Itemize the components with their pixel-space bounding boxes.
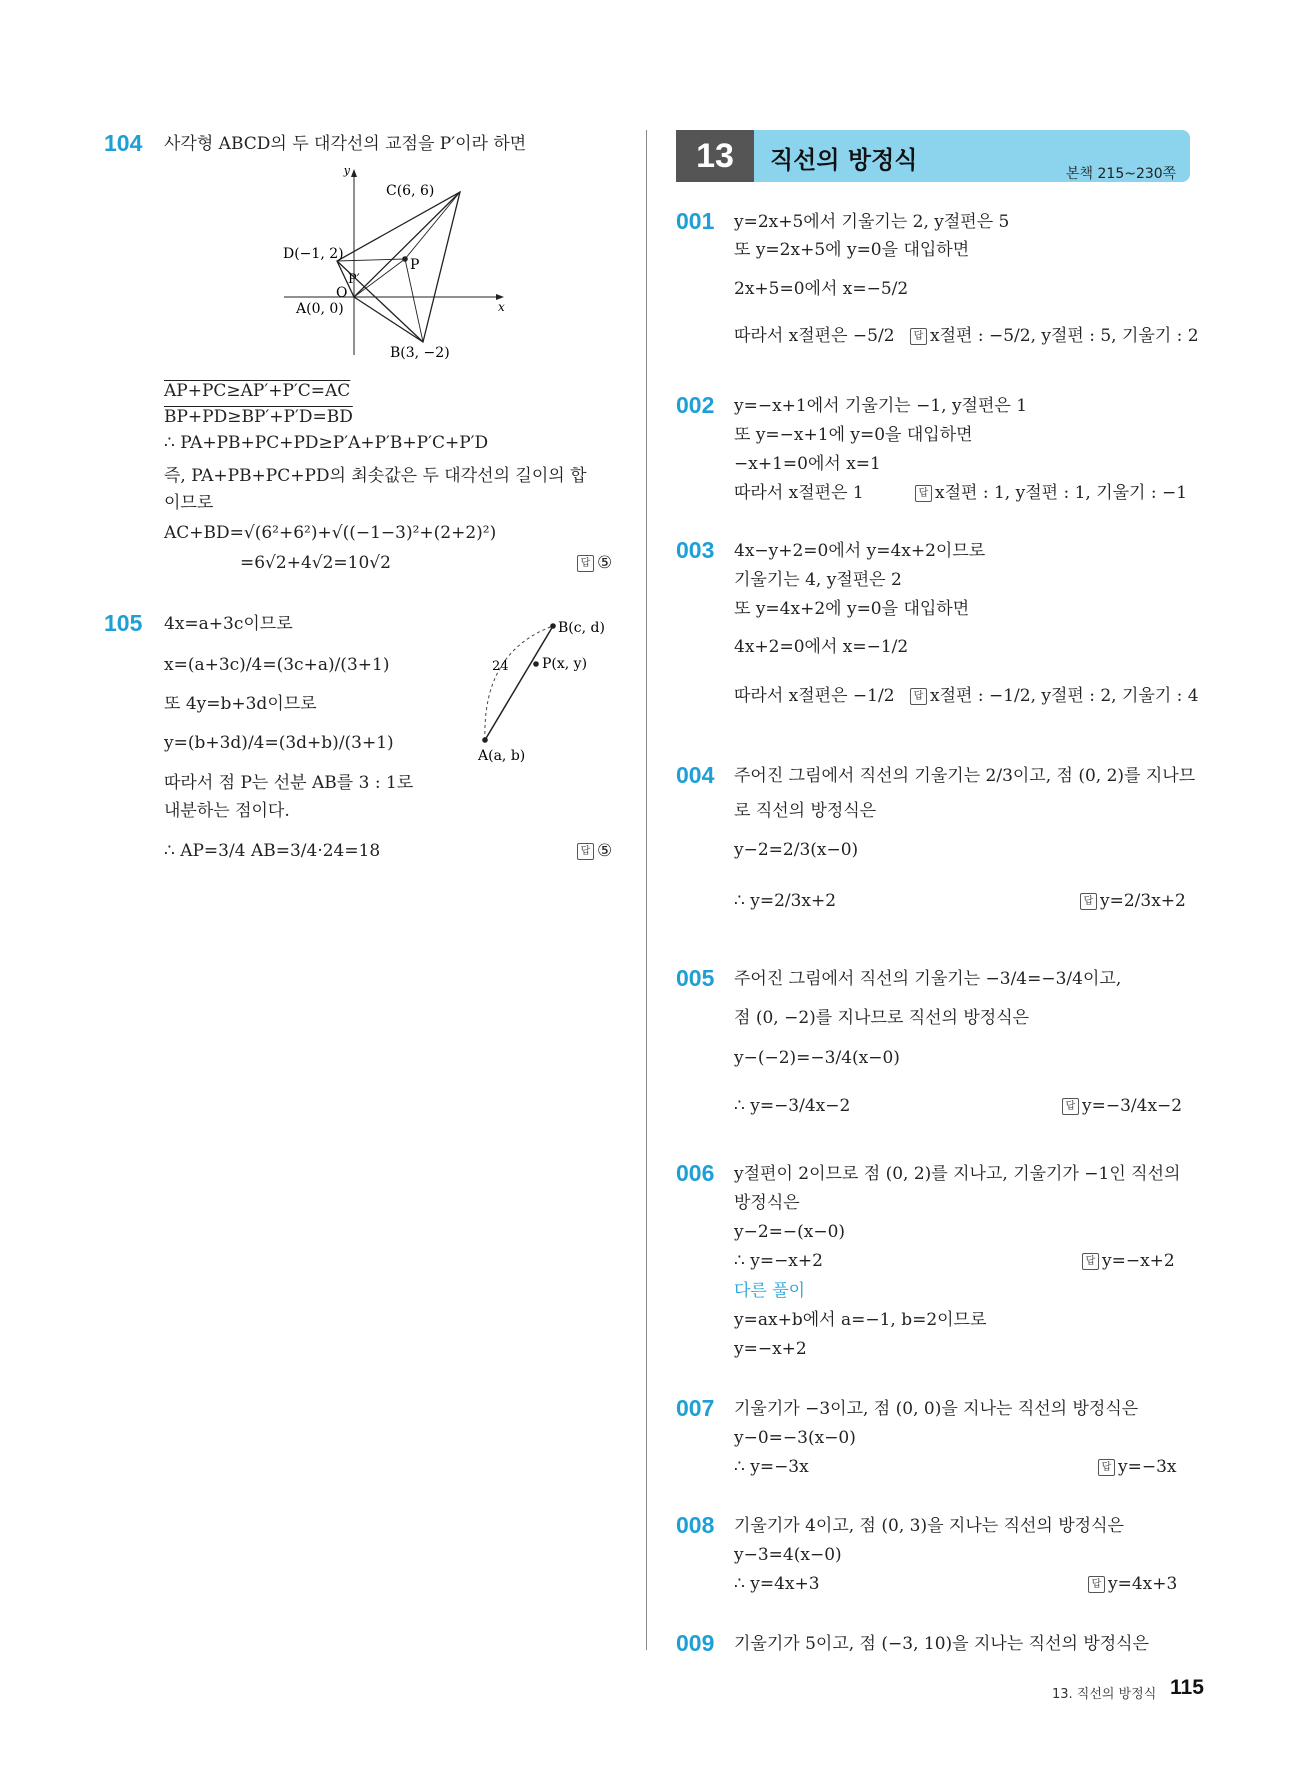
chapter-title: 직선의 방정식 <box>770 146 918 174</box>
y-label: y <box>343 165 350 177</box>
p007-answer: 답 y=−3x <box>1098 1456 1177 1478</box>
p008-line-0: 기울기가 4이고, 점 (0, 3)을 지나는 직선의 방정식은 <box>734 1516 1124 1536</box>
p004-line-3: ∴ y=2/3x+2 <box>734 891 837 911</box>
label-b: B(c, d) <box>558 620 605 636</box>
problem-number-004: 004 <box>676 762 715 788</box>
segment-pd <box>337 259 405 261</box>
p005-answer: 답 y=−3/4x−2 <box>1062 1095 1182 1117</box>
answer-icon: 답 <box>915 485 932 502</box>
p006-line-3: ∴ y=−x+2 <box>734 1251 823 1271</box>
chapter-badge: 13 <box>676 130 754 182</box>
p105-line-4: 따라서 점 P는 선분 AB를 3 : 1로 <box>164 773 414 793</box>
p005-line-1: 점 (0, −2)를 지나므로 직선의 방정식은 <box>734 1008 1030 1028</box>
p105-line-0: 4x=a+3c이므로 <box>164 614 293 634</box>
p105-line-2: 또 4y=b+3d이므로 <box>164 694 317 714</box>
label-p-prime: P′ <box>348 272 360 287</box>
answer-icon: 답 <box>910 328 927 345</box>
p003-line-3: 4x+2=0에서 x=−1/2 <box>734 637 909 657</box>
p002-line-3: 따라서 x절편은 1 <box>734 483 864 503</box>
label-length: 24 <box>492 659 509 674</box>
p001-line-0: y=2x+5에서 기울기는 2, y절편은 5 <box>734 212 1010 232</box>
chapter-ref: 본책 215~230쪽 <box>1066 166 1177 182</box>
label-o: O <box>336 285 348 301</box>
p003-answer: 답 x절편 : −1/2, y절편 : 2, 기울기 : 4 <box>910 685 1199 707</box>
p008-line-2: ∴ y=4x+3 <box>734 1574 820 1594</box>
segment-ab <box>485 626 553 740</box>
p006-line-0: y절편이 2이므로 점 (0, 2)를 지나고, 기울기가 −1인 직선의 <box>734 1164 1181 1184</box>
problem-number-005: 005 <box>676 965 715 991</box>
p104-line-0: 사각형 ABCD의 두 대각선의 교점을 P′이라 하면 <box>164 134 527 154</box>
label-p: P <box>410 257 420 273</box>
p006-line-6: y=−x+2 <box>734 1339 807 1359</box>
p104-line-2: BP+PD≥BP′+P′D=BD <box>164 407 353 427</box>
problem-number-105: 105 <box>104 610 143 636</box>
diagonal-ac <box>354 192 460 297</box>
answer-icon: 답 <box>1098 1459 1115 1476</box>
p008-answer: 답 y=4x+3 <box>1088 1573 1177 1595</box>
point-p <box>402 256 408 262</box>
point-a <box>482 737 488 743</box>
problem-number-008: 008 <box>676 1512 715 1538</box>
p005-line-3: ∴ y=−3/4x−2 <box>734 1096 851 1116</box>
p003-line-2: 또 y=4x+2에 y=0을 대입하면 <box>734 599 970 619</box>
label-c: C(6, 6) <box>386 183 435 199</box>
p104-line-7: =6√2+4√2=10√2 <box>240 553 391 573</box>
p001-line-3: 따라서 x절편은 −5/2 <box>734 326 895 346</box>
p002-line-0: y=−x+1에서 기울기는 −1, y절편은 1 <box>734 396 1028 416</box>
y-axis-arrow-icon <box>351 169 357 177</box>
point-b <box>550 623 556 629</box>
p004-answer: 답 y=2/3x+2 <box>1080 890 1186 912</box>
p006-alt-solution-label: 다른 풀이 <box>734 1281 806 1301</box>
p105-figure <box>470 612 630 767</box>
p104-line-3: ∴ PA+PB+PC+PD≥P′A+P′B+P′C+P′D <box>164 433 489 453</box>
p004-line-0: 주어진 그림에서 직선의 기울기는 2/3이고, 점 (0, 2)를 지나므 <box>734 766 1196 786</box>
p008-line-1: y−3=4(x−0) <box>734 1545 842 1565</box>
p001-answer: 답 x절편 : −5/2, y절편 : 5, 기울기 : 2 <box>910 325 1199 347</box>
problem-number-104: 104 <box>104 130 143 156</box>
p104-line-6: AC+BD=√(6²+6²)+√((−1−3)²+(2+2)²) <box>164 523 497 543</box>
answer-icon: 답 <box>1062 1098 1079 1115</box>
p007-line-0: 기울기가 −3이고, 점 (0, 0)을 지나는 직선의 방정식은 <box>734 1399 1139 1419</box>
p006-answer: 답 y=−x+2 <box>1082 1250 1175 1272</box>
label-p: P(x, y) <box>542 656 588 672</box>
label-d: D(−1, 2) <box>283 246 344 262</box>
p006-line-1: 방정식은 <box>734 1193 800 1213</box>
p105-line-5: 내분하는 점이다. <box>164 801 290 821</box>
p002-answer: 답 x절편 : 1, y절편 : 1, 기울기 : −1 <box>915 482 1187 504</box>
p005-line-2: y−(−2)=−3/4(x−0) <box>734 1048 900 1068</box>
p001-line-2: 2x+5=0에서 x=−5/2 <box>734 279 909 299</box>
problem-number-003: 003 <box>676 537 715 563</box>
label-b: B(3, −2) <box>390 345 450 360</box>
label-a: A(a, b) <box>478 748 526 764</box>
p002-line-2: −x+1=0에서 x=1 <box>734 454 881 474</box>
answer-icon: 답 <box>577 843 594 860</box>
problem-number-009: 009 <box>676 1630 715 1656</box>
answer-icon: 답 <box>577 555 594 572</box>
p001-line-1: 또 y=2x+5에 y=0을 대입하면 <box>734 240 970 260</box>
p007-line-2: ∴ y=−3x <box>734 1457 809 1477</box>
p104-line-4: 즉, PA+PB+PC+PD의 최솟값은 두 대각선의 길이의 합 <box>164 466 587 486</box>
p104-answer: 답 ⑤ <box>577 552 612 574</box>
page-number: 115 <box>1170 1676 1204 1699</box>
p004-line-2: y−2=2/3(x−0) <box>734 840 859 860</box>
p003-line-4: 따라서 x절편은 −1/2 <box>734 686 895 706</box>
answer-icon: 답 <box>1080 893 1097 910</box>
p006-line-5: y=ax+b에서 a=−1, b=2이므로 <box>734 1310 987 1330</box>
problem-number-002: 002 <box>676 392 715 418</box>
column-divider <box>646 130 647 1650</box>
p007-line-1: y−0=−3(x−0) <box>734 1428 856 1448</box>
p105-line-1: x=(a+3c)/4=(3c+a)/(3+1) <box>164 655 390 675</box>
problem-number-006: 006 <box>676 1160 715 1186</box>
label-a: A(0, 0) <box>296 301 344 317</box>
p004-line-1: 로 직선의 방정식은 <box>734 801 877 821</box>
p005-line-0: 주어진 그림에서 직선의 기울기는 −3/4=−3/4이고, <box>734 969 1122 989</box>
p009-line-0: 기울기가 5이고, 점 (−3, 10)을 지나는 직선의 방정식은 <box>734 1634 1150 1654</box>
footer-chapter-label: 13. 직선의 방정식 <box>1052 1687 1157 1702</box>
problem-number-001: 001 <box>676 208 715 234</box>
p002-line-1: 또 y=−x+1에 y=0을 대입하면 <box>734 425 973 445</box>
answer-icon: 답 <box>910 688 927 705</box>
p104-line-5: 이므로 <box>164 493 214 513</box>
p003-line-0: 4x−y+2=0에서 y=4x+2이므로 <box>734 541 986 561</box>
answer-icon: 답 <box>1082 1253 1099 1270</box>
p105-line-6: ∴ AP=3/4 AB=3/4·24=18 <box>164 841 381 861</box>
p104-line-1: AP+PC≥AP′+P′C=AC <box>164 381 351 401</box>
p006-line-2: y−2=−(x−0) <box>734 1222 846 1242</box>
answer-icon: 답 <box>1088 1576 1105 1593</box>
problem-number-007: 007 <box>676 1395 715 1421</box>
x-label: x <box>498 300 505 314</box>
p105-line-3: y=(b+3d)/4=(3d+b)/(3+1) <box>164 733 394 753</box>
p003-line-1: 기울기는 4, y절편은 2 <box>734 570 902 590</box>
segment-pa <box>354 259 405 297</box>
p104-figure <box>270 165 510 360</box>
p105-answer: 답 ⑤ <box>577 840 612 862</box>
point-p <box>533 661 539 667</box>
